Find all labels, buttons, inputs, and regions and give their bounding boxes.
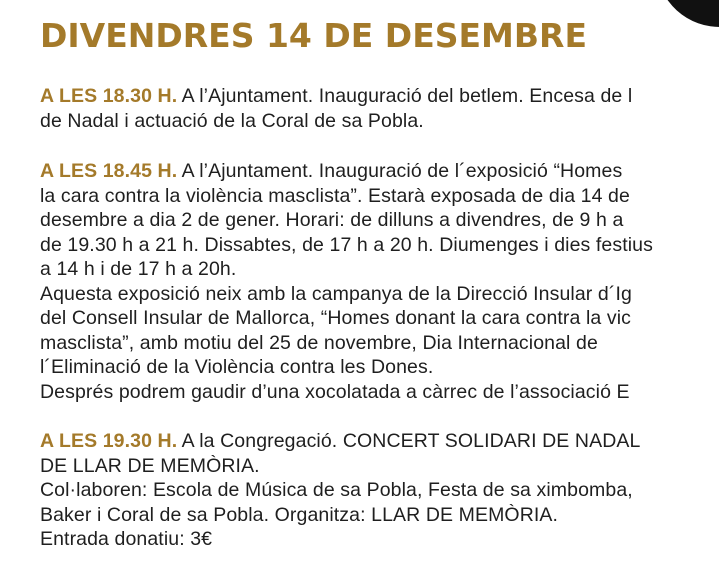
event-text: A l’Ajuntament. Inauguració de l´exposició “Homes (177, 160, 623, 182)
event-line (40, 429, 719, 454)
event-1830 (40, 84, 719, 133)
event-text: Col·laboren: Escola de Música de sa Pobla, Festa de sa ximbomba, (40, 479, 633, 501)
event-text: Després podrem gaudir d’una xocolatada a càrrec de l’associació E (40, 380, 630, 403)
event-1930 (40, 429, 719, 552)
event-text: Entrada donatiu: 3€ (40, 528, 213, 550)
event-text: del Consell Insular de Mallorca, “Homes donant la cara contra la vic (40, 307, 631, 329)
event-text: Aquesta exposició neix amb la campanya de la Direcció Insular d´Ig (40, 282, 632, 305)
event-text: A la Congregació. CONCERT SOLIDARI DE NADAL (177, 430, 641, 452)
event-time: A LES 18.30 H. (40, 85, 178, 107)
event-text: la cara contra la violència masclista”. Estarà exposada de dia 14 de (40, 184, 630, 207)
event-text: desembre a dia 2 de gener. Horari: de dilluns a divendres, de 9 h a (40, 209, 624, 231)
event-text: de Nadal i actuació de la Coral de sa Pobla. (40, 109, 424, 132)
document-page (40, 14, 719, 552)
event-text: Baker i Coral de sa Pobla. Organitza: LLAR DE MEMÒRIA. (40, 503, 559, 526)
event-text: a 14 h i de 17 h a 20h. (40, 258, 237, 280)
page-title: DIVENDRES 14 DE DESEMBRE (40, 16, 587, 55)
event-time: A LES 19.30 H. (40, 430, 178, 452)
event-line (40, 159, 719, 184)
event-line (40, 84, 719, 109)
event-text: masclista”, amb motiu del 25 de novembre, Dia Internacional de (40, 331, 598, 354)
event-text: l´Eliminació de la Violència contra les Dones. (40, 356, 434, 378)
event-1845 (40, 159, 719, 404)
event-text: de 19.30 h a 21 h. Dissabtes, de 17 h a 20 h. Diumenges i dies festius (40, 233, 653, 256)
event-text: DE LLAR DE MEMÒRIA. (40, 454, 260, 477)
event-text: A l’Ajuntament. Inauguració del betlem. Encesa de l (177, 85, 633, 107)
event-time: A LES 18.45 H. (40, 160, 178, 182)
